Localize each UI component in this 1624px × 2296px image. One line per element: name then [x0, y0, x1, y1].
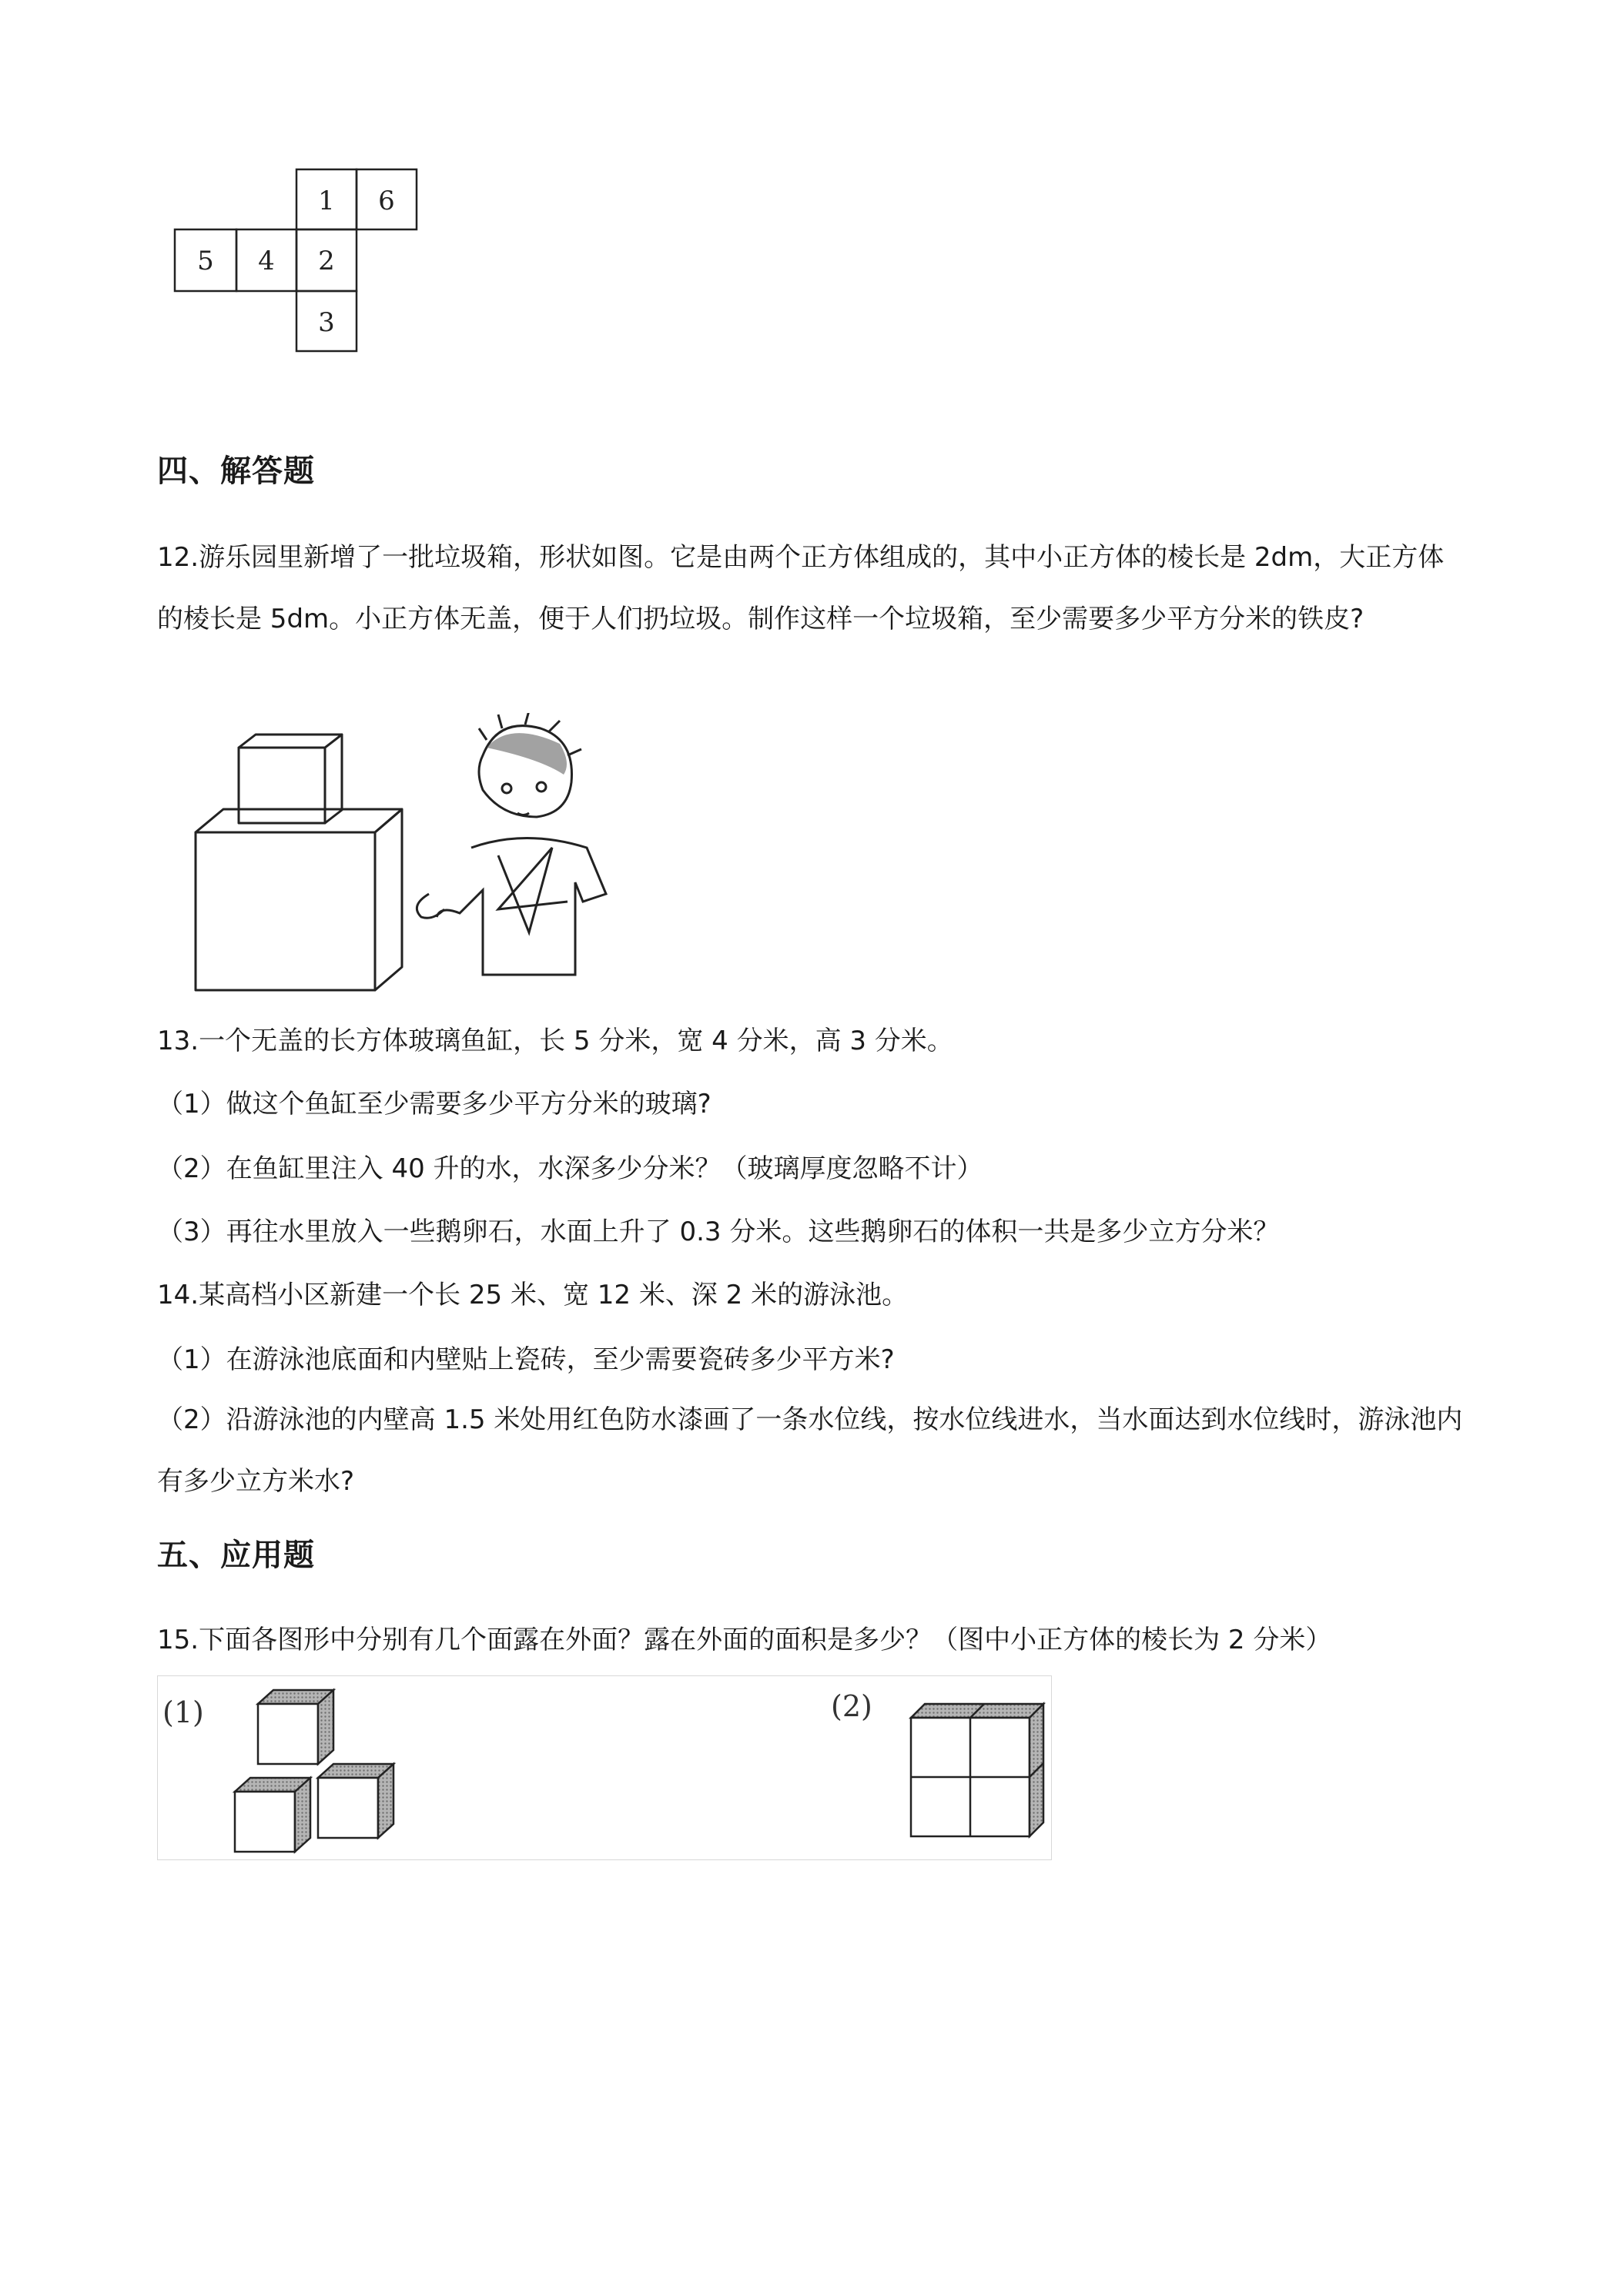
question-13-part-3: （3）再往水里放入一些鹅卵石，水面上升了 0.3 分米。这些鹅卵石的体积一共是多少立方分米？	[157, 1217, 1280, 1247]
question-14-text: 14.某高档小区新建一个长 25 米、宽 12 米、深 2 米的游泳池。	[157, 1280, 909, 1310]
net-label-5: 5	[197, 246, 214, 276]
figure-2-label: (2)	[831, 1689, 872, 1723]
cube-net-figure	[173, 168, 420, 353]
cube-arrangements-svg	[158, 1676, 1053, 1861]
net-label-6: 6	[378, 186, 395, 216]
question-12-text: 12.游乐园里新增了一批垃圾箱，形状如图。它是由两个正方体组成的，其中小正方体的棱长是 2dm，大正方体的棱长是 5dm。小正方体无盖，便于人们扔垃圾。制作这样一个垃圾箱，至少需要多少平方分米的铁皮?	[157, 542, 1445, 634]
net-label-4: 4	[258, 246, 275, 276]
net-label-1: 1	[318, 186, 335, 216]
question-13-part-2: （2）在鱼缸里注入 40 升的水，水深多少分米？（玻璃厚度忽略不计）	[157, 1153, 983, 1184]
question-13-part-1: （1）做这个鱼缸至少需要多少平方分米的玻璃?	[157, 1089, 712, 1120]
question-13-text: 13.一个无盖的长方体玻璃鱼缸，长 5 分米，宽 4 分米，高 3 分米。	[157, 1026, 953, 1056]
net-label-3: 3	[318, 307, 335, 338]
section-4-heading: 四、解答题	[157, 454, 315, 489]
question-14-part-1: （1）在游泳池底面和内壁贴上瓷砖，至少需要瓷砖多少平方米?	[157, 1344, 895, 1375]
net-label-2: 2	[318, 246, 335, 276]
question-14-part-2: （2）沿游泳池的内壁高 1.5 米处用红色防水漆画了一条水位线，按水位线进水，当水面达到水位线时，游泳池内有多少立方米水?	[157, 1404, 1463, 1497]
question-15-figure	[157, 1675, 1052, 1860]
question-15-text: 15.下面各图形中分别有几个面露在外面？露在外面的面积是多少？（图中小正方体的棱长为 2 分米）	[157, 1625, 1332, 1655]
section-5-heading: 五、应用题	[157, 1538, 315, 1573]
trash-bin-illustration	[179, 713, 641, 998]
figure-1-label: (1)	[162, 1695, 204, 1729]
